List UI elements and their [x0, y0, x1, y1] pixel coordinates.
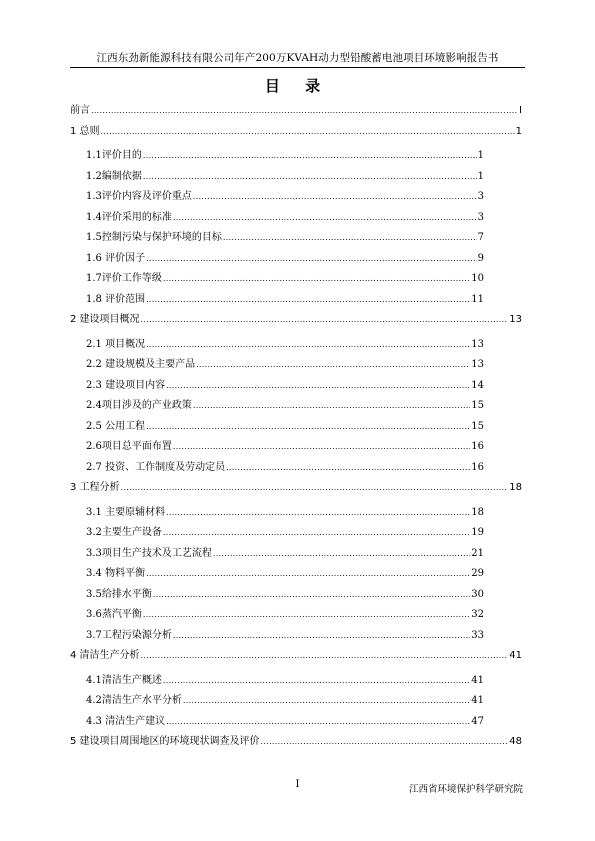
toc-leader-dots	[143, 150, 477, 161]
toc-entry[interactable]	[86, 437, 484, 451]
toc-leader-dots	[213, 548, 470, 559]
toc-entry-label: 3.3项目生产技术及工艺流程	[86, 547, 212, 559]
toc-entry-page: 14	[471, 379, 484, 391]
toc-leader-dots	[101, 126, 515, 137]
toc-entry[interactable]	[86, 249, 484, 263]
toc-entry[interactable]	[86, 503, 484, 517]
toc-entry-page: 47	[471, 715, 484, 727]
toc-entry-label: 4.3 清洁生产建议	[86, 715, 166, 727]
toc-entry-page: 41	[471, 674, 484, 686]
toc-entry-page: 3	[477, 211, 484, 223]
toc-entry-page: 15	[471, 420, 484, 432]
toc-entry-page: 41	[509, 650, 522, 661]
toc-leader-dots	[153, 589, 470, 600]
toc-entry-label: 2.2 建设规模及主要产品	[86, 359, 196, 370]
toc-entry-page: 1	[477, 170, 484, 182]
toc-entry-page: 10	[471, 273, 484, 284]
toc-entry[interactable]	[86, 187, 484, 201]
toc-leader-dots	[143, 171, 477, 182]
toc-entry[interactable]	[70, 478, 522, 492]
toc-entry[interactable]	[86, 544, 484, 558]
toc-entry-label: 3.4 物料平衡	[86, 568, 146, 579]
toc-entry-label: 4 清洁生产分析	[70, 650, 140, 661]
toc-entry[interactable]	[86, 564, 484, 578]
toc-entry[interactable]	[86, 228, 484, 242]
toc-entry-label: 5 建设项目周围地区的环境现状调查及评价	[70, 736, 260, 747]
toc-entry-label: 2.4项目涉及的产业政策	[86, 400, 192, 411]
toc-entry[interactable]	[86, 712, 484, 726]
toc-leader-dots	[166, 507, 470, 518]
toc-entry[interactable]	[86, 355, 484, 369]
toc-entry[interactable]	[86, 290, 484, 304]
table-of-contents	[70, 101, 522, 746]
toc-entry-page: 13	[471, 359, 484, 370]
toc-entry-page: 33	[471, 629, 484, 641]
toc-entry-label: 3.7工程污染源分析	[86, 629, 172, 641]
toc-entry-label: 1.1评价目的	[86, 150, 142, 161]
toc-entry-page: 16	[471, 461, 484, 473]
toc-entry[interactable]	[86, 167, 484, 181]
toc-leader-dots	[141, 314, 509, 325]
toc-entry[interactable]	[70, 122, 522, 136]
toc-entry[interactable]	[86, 458, 484, 472]
toc-entry[interactable]	[86, 376, 484, 390]
toc-entry-page: 13	[471, 338, 484, 350]
toc-entry[interactable]	[86, 605, 484, 619]
toc-entry[interactable]	[70, 732, 522, 746]
running-header: 江西东劲新能源科技有限公司年产200万KVAH动力型铅酸蓄电池项目环境影响报告书	[96, 52, 499, 64]
toc-entry-label: 2.5 公用工程	[86, 420, 146, 432]
toc-entry[interactable]	[86, 671, 484, 685]
toc-entry-page: 1	[477, 150, 484, 161]
toc-entry[interactable]	[86, 585, 484, 599]
toc-entry-label: 前言	[70, 105, 90, 116]
toc-entry-label: 1.7评价工作等级	[86, 273, 162, 284]
toc-entry-label: 1.6 评价因子	[86, 252, 146, 264]
page-title: 目 录	[264, 77, 331, 95]
toc-entry[interactable]	[86, 146, 484, 160]
toc-entry[interactable]	[86, 208, 484, 222]
toc-entry-label: 4.1清洁生产概述	[86, 674, 162, 686]
toc-leader-dots	[166, 380, 470, 391]
toc-entry-label: 3.2主要生产设备	[86, 527, 162, 538]
footer-organization: 江西省环境保护科学研究院	[408, 784, 523, 795]
toc-entry[interactable]	[70, 310, 522, 324]
toc-leader-dots	[226, 462, 470, 473]
toc-leader-dots	[196, 359, 470, 370]
toc-entry[interactable]	[86, 396, 484, 410]
toc-entry-page: 30	[471, 588, 484, 600]
toc-leader-dots	[121, 482, 509, 493]
toc-entry[interactable]	[70, 646, 522, 660]
toc-leader-dots	[261, 736, 509, 747]
toc-leader-dots	[173, 212, 477, 223]
toc-entry-label: 2.3 建设项目内容	[86, 379, 166, 391]
toc-entry-page: 48	[509, 736, 522, 747]
toc-leader-dots	[146, 568, 470, 579]
toc-leader-dots	[193, 400, 470, 411]
toc-entry-page: 21	[471, 547, 484, 559]
toc-entry[interactable]	[86, 691, 484, 705]
toc-entry-page: 11	[471, 293, 484, 305]
toc-leader-dots	[183, 695, 470, 706]
toc-entry[interactable]	[86, 626, 484, 640]
toc-entry[interactable]	[86, 417, 484, 431]
toc-leader-dots	[173, 441, 470, 452]
toc-entry-page: 3	[477, 191, 484, 202]
toc-entry-page: 16	[471, 441, 484, 452]
toc-entry-label: 1 总则	[70, 125, 100, 137]
toc-entry-page: 15	[471, 400, 484, 411]
toc-entry-page: 9	[477, 252, 484, 264]
toc-entry-label: 2 建设项目概况	[70, 314, 140, 325]
toc-entry-label: 3 工程分析	[70, 482, 120, 493]
toc-entry-page: 32	[471, 609, 484, 620]
toc-entry-page: 1	[515, 125, 522, 137]
toc-entry-label: 1.4评价采用的标准	[86, 211, 172, 223]
toc-entry-label: 2.7 投资、工作制度及劳动定员	[86, 461, 226, 473]
toc-leader-dots	[163, 527, 470, 538]
toc-leader-dots	[223, 232, 477, 243]
toc-entry-label: 2.1 项目概况	[86, 338, 146, 350]
toc-leader-dots	[146, 253, 477, 264]
header-rule	[70, 67, 525, 68]
toc-entry-page: I	[519, 105, 522, 116]
page-number: I	[295, 779, 300, 790]
toc-entry-label: 1.3评价内容及评价重点	[86, 191, 192, 202]
toc-entry-label: 1.8 评价范围	[86, 293, 146, 305]
toc-entry-page: 19	[471, 527, 484, 538]
toc-entry-page: 13	[509, 314, 522, 325]
toc-entry-label: 1.2编制依据	[86, 170, 142, 182]
toc-leader-dots	[163, 273, 470, 284]
toc-entry-page: 7	[477, 232, 484, 243]
toc-entry-label: 3.5给排水平衡	[86, 588, 152, 600]
toc-entry-label: 3.6蒸汽平衡	[86, 609, 142, 620]
toc-leader-dots	[143, 609, 470, 620]
toc-leader-dots	[166, 716, 470, 727]
toc-entry[interactable]	[86, 335, 484, 349]
toc-leader-dots	[91, 105, 518, 116]
toc-entry-label: 1.5控制污染与保护环境的目标	[86, 232, 222, 243]
toc-leader-dots	[141, 650, 509, 661]
toc-leader-dots	[146, 294, 470, 305]
toc-leader-dots	[173, 630, 470, 641]
toc-entry-page: 41	[471, 695, 484, 706]
toc-entry-page: 29	[471, 568, 484, 579]
toc-entry-page: 18	[471, 506, 484, 518]
toc-entry[interactable]	[70, 101, 522, 115]
toc-leader-dots	[163, 675, 470, 686]
toc-entry[interactable]	[86, 269, 484, 283]
toc-leader-dots	[146, 339, 470, 350]
toc-entry[interactable]	[86, 523, 484, 537]
toc-leader-dots	[193, 191, 477, 202]
toc-entry-page: 18	[509, 482, 522, 493]
toc-entry-label: 4.2清洁生产水平分析	[86, 695, 182, 706]
toc-entry-label: 2.6项目总平面布置	[86, 441, 172, 452]
toc-entry-label: 3.1 主要原辅材料	[86, 506, 166, 518]
toc-leader-dots	[146, 421, 470, 432]
